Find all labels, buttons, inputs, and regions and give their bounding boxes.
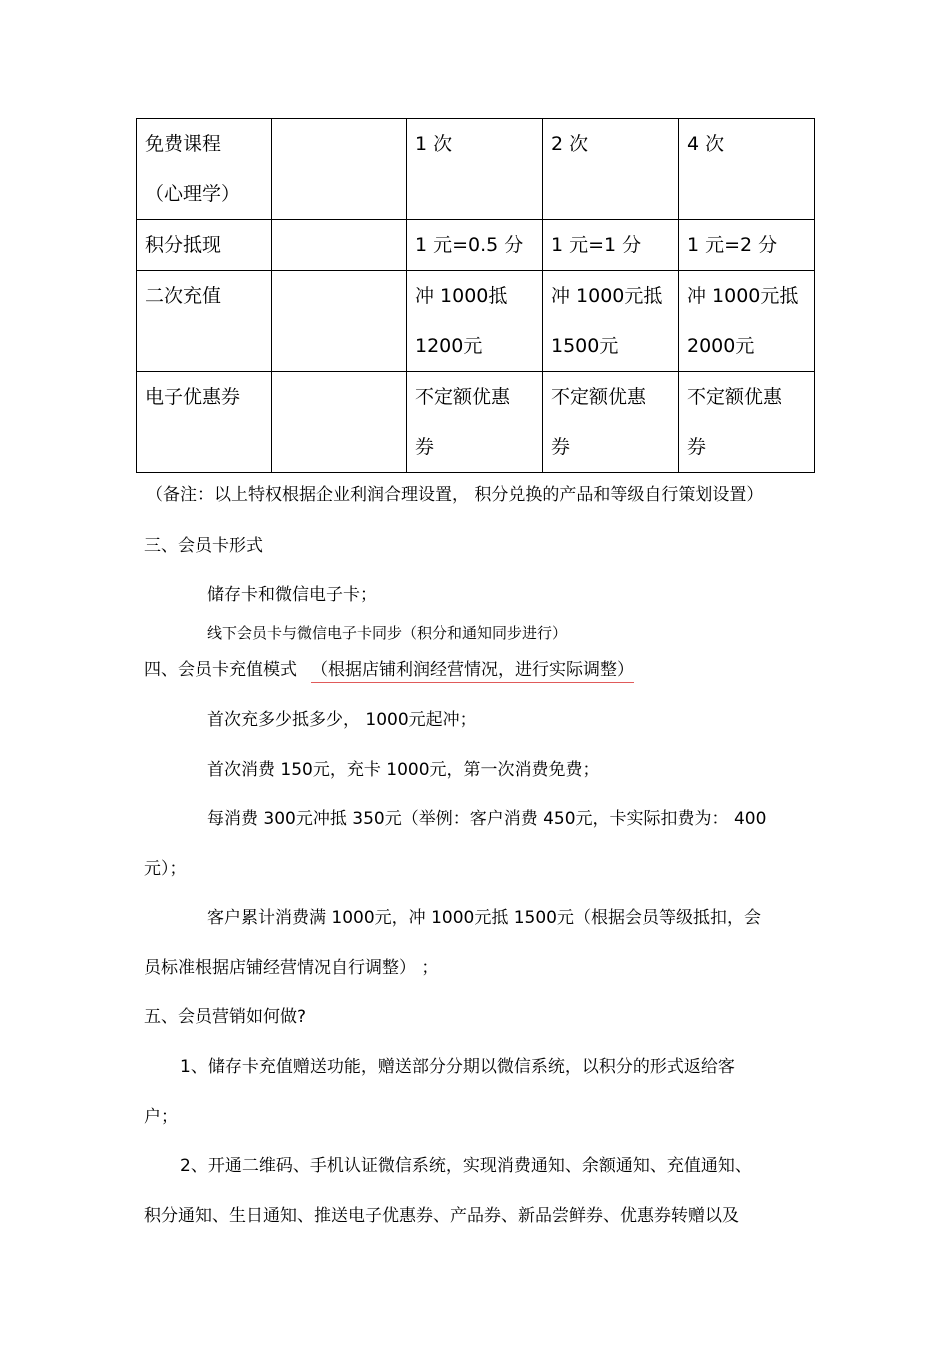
row-label-cell [137, 119, 272, 220]
cell-text: （心理学） [145, 183, 241, 205]
table-cell [679, 271, 815, 372]
table-cell [543, 220, 679, 271]
table-cell [272, 372, 407, 473]
row-label-cell [137, 372, 272, 473]
section3-line1: 储存卡和微信电子卡； [207, 585, 377, 605]
section5-item2a: 2、开通二维码、手机认证微信系统，实现消费通知、余额通知、充值通知、 [180, 1156, 752, 1176]
section4-heading-row [144, 659, 634, 681]
section4-line3b: 元）； [144, 859, 187, 879]
cell-text: 券 [415, 436, 435, 458]
cell-text: 1 次 [415, 133, 453, 155]
cell-text: 不定额优惠 [551, 386, 647, 408]
cell-text: 券 [551, 436, 571, 458]
cell-text: 1 元=2 分 [687, 234, 778, 256]
table-cell [543, 271, 679, 372]
section5-heading: 五、会员营销如何做? [144, 1007, 307, 1027]
section4-line1: 首次充多少抵多少， 1000元起冲； [207, 710, 477, 730]
cell-text: 二次充值 [145, 285, 222, 307]
table-row [137, 271, 815, 372]
table-cell [679, 372, 815, 473]
section4-heading-note: （根据店铺利润经营情况，进行实际调整） [311, 660, 634, 683]
section4-line2: 首次消费 150元，充卡 1000元，第一次消费免费； [207, 760, 600, 780]
table-cell [407, 119, 543, 220]
row-label-cell [137, 220, 272, 271]
cell-text: 1 元=0.5 分 [415, 234, 524, 256]
section3-heading: 三、会员卡形式 [144, 536, 263, 556]
cell-text: 不定额优惠 [687, 386, 783, 408]
cell-text: 4 次 [687, 133, 725, 155]
cell-text: 1500元 [551, 335, 619, 357]
section5-item2b: 积分通知、生日通知、推送电子优惠券、产品券、新品尝鲜券、优惠券转赠以及 [144, 1206, 739, 1226]
table-cell [407, 372, 543, 473]
table-cell [272, 271, 407, 372]
cell-text: 不定额优惠 [415, 386, 511, 408]
section5-item1b: 户； [144, 1107, 178, 1127]
privilege-table [136, 118, 815, 473]
cell-text: 冲 1000元抵 [687, 285, 799, 307]
cell-text: 券 [687, 436, 707, 458]
table-row [137, 372, 815, 473]
section4-line4a: 客户累计消费满 1000元，冲 1000元抵 1500元（根据会员等级抵扣，会 [207, 908, 762, 928]
table-row [137, 220, 815, 271]
table-cell [679, 220, 815, 271]
cell-text: 1 元=1 分 [551, 234, 642, 256]
cell-text: 2000元 [687, 335, 755, 357]
row-label-cell [137, 271, 272, 372]
table-row [137, 119, 815, 220]
table-cell [407, 271, 543, 372]
section4-heading: 四、会员卡充值模式 [144, 660, 297, 680]
cell-text: 2 次 [551, 133, 589, 155]
cell-text: 1200元 [415, 335, 483, 357]
cell-text: 冲 1000元抵 [551, 285, 663, 307]
section4-line4b: 员标准根据店铺经营情况自行调整） ； [144, 958, 439, 978]
table-cell [272, 119, 407, 220]
table-cell [272, 220, 407, 271]
table-cell [543, 119, 679, 220]
section5-item1a: 1、储存卡充值赠送功能，赠送部分分期以微信系统，以积分的形式返给客 [180, 1057, 735, 1077]
section3-line2: 线下会员卡与微信电子卡同步（积分和通知同步进行） [207, 624, 568, 642]
cell-text: 积分抵现 [145, 234, 222, 256]
cell-text: 冲 1000抵 [415, 285, 508, 307]
table-cell [407, 220, 543, 271]
table-cell [679, 119, 815, 220]
cell-text: 免费课程 [145, 133, 222, 155]
table-cell [543, 372, 679, 473]
cell-text: 电子优惠券 [145, 386, 241, 408]
section4-line3a: 每消费 300元冲抵 350元（举例：客户消费 450元，卡实际扣费为： 400 [207, 809, 767, 829]
table-note: （备注：以上特权根据企业利润合理设置， 积分兑换的产品和等级自行策划设置） [146, 485, 764, 505]
